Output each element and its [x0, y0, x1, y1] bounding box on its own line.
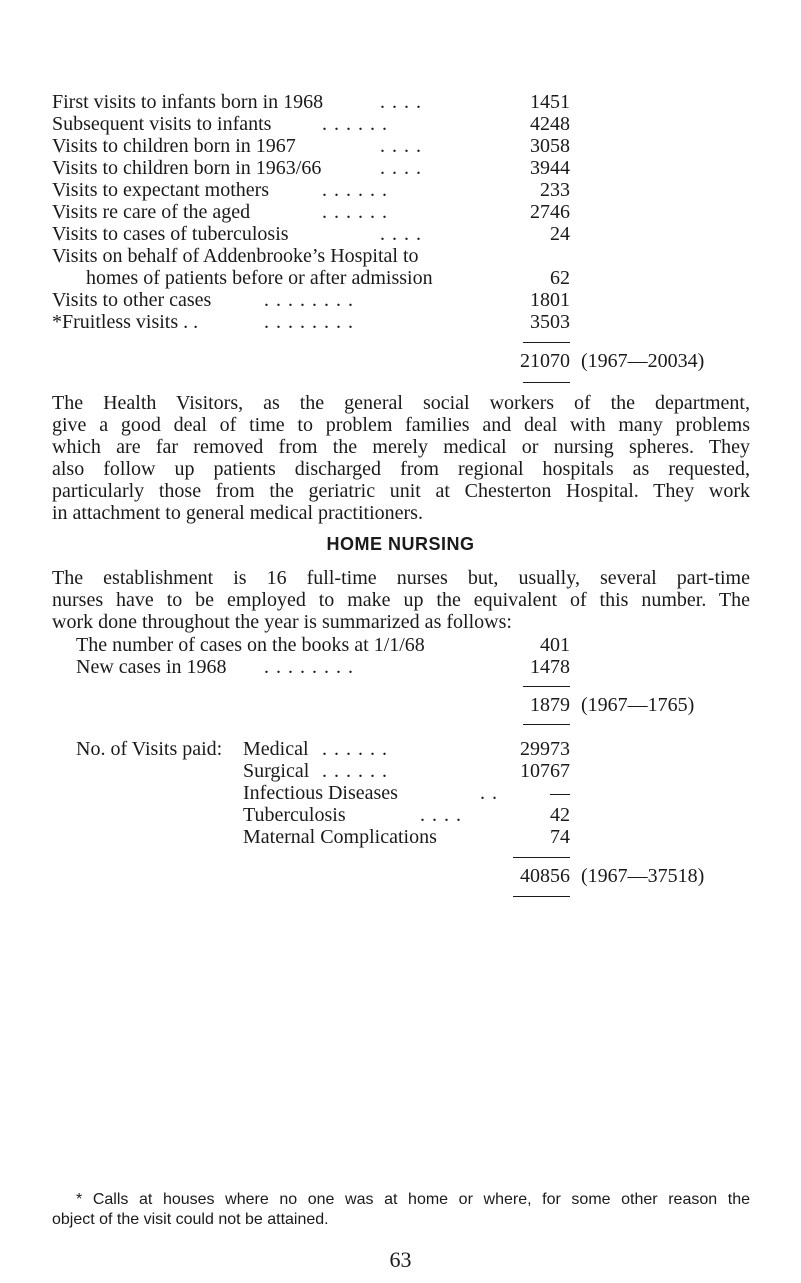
visits-row-dots: . . . . . . — [322, 201, 388, 223]
visits-row-label: Visits re care of the aged — [52, 201, 251, 223]
nursing-row-label: Surgical — [243, 760, 310, 782]
page-number: 63 — [389, 1247, 412, 1272]
nursing-row-value: 42 — [550, 804, 570, 826]
visits-row-label: Visits to other cases — [52, 289, 212, 311]
nursing-row-dots: . . . . — [420, 804, 462, 826]
cases-total: 1879 — [530, 694, 570, 716]
home-nursing-paragraph — [52, 567, 750, 633]
nursing-row-value: 74 — [550, 826, 570, 848]
visits-row-label: Visits to children born in 1963/66 — [52, 157, 322, 179]
nursing-row-label: Maternal Complications — [243, 826, 437, 848]
nursing-rule-top — [513, 857, 570, 858]
cases-rule-top — [523, 686, 570, 687]
paragraph-line: which are far removed from the merely medical or nursing spheres. They — [52, 436, 750, 458]
paragraph-line: The establishment is 16 full-time nurses but, usually, several part-time — [52, 567, 750, 589]
total-rule-bottom — [523, 382, 570, 383]
visits-row-value: 4248 — [530, 113, 570, 135]
nursing-rule-bottom — [513, 896, 570, 897]
visits-row-dots: . . . . — [380, 157, 422, 179]
visits-row-dots: . . . . — [380, 223, 422, 245]
visits-row-label: Visits to expectant mothers — [52, 179, 270, 201]
visits-row-label: Visits on behalf of Addenbrooke’s Hospital to — [52, 245, 419, 267]
visits-row-value: 233 — [540, 179, 570, 201]
visits-row-label: Subsequent visits to infants — [52, 113, 272, 135]
footnote-line: object of the visit could not be attained. — [52, 1211, 329, 1228]
visits-row-value: 24 — [550, 223, 570, 245]
health-visitors-paragraph — [52, 392, 750, 524]
visits-row-dots: . . . . . . . . — [264, 289, 354, 311]
visits-row-value: 1801 — [530, 289, 570, 311]
visits-row-dots: . . . . . . . . — [264, 311, 354, 333]
visits-previous-year: (1967—20034) — [581, 350, 705, 372]
visits-row-label: *Fruitless visits . . — [52, 311, 199, 333]
footnote — [52, 1190, 750, 1230]
paragraph-line: in attachment to general medical practitioners. — [52, 502, 423, 524]
cases-row-value: 1478 — [530, 656, 570, 678]
nursing-visits-total: 40856 — [520, 865, 570, 887]
cases-row-label: The number of cases on the books at 1/1/68 — [76, 634, 425, 656]
visits-row-dots: . . . . — [380, 135, 422, 157]
nursing-row-dots: . . . . . . — [322, 738, 388, 760]
cases-row-value: 401 — [540, 634, 570, 656]
cases-rule-bottom — [523, 724, 570, 725]
visits-row-value: 1451 — [530, 91, 570, 113]
nursing-row-dots: . . — [480, 782, 498, 804]
cases-previous-year: (1967—1765) — [581, 694, 695, 716]
nursing-row-label: Medical — [243, 738, 309, 760]
nursing-row-label: Tuberculosis — [243, 804, 346, 826]
visits-row-value: 3058 — [530, 135, 570, 157]
nursing-previous-year: (1967—37518) — [581, 865, 705, 887]
nursing-row-label: Infectious Diseases — [243, 782, 398, 804]
cases-row-dots: . . . . . . . . — [264, 656, 354, 678]
paragraph-line: also follow up patients discharged from regional hospitals as requested, — [52, 458, 750, 480]
paragraph-line: particularly those from the geriatric unit at Chesterton Hospital. They work — [52, 480, 750, 502]
paragraph-line: The Health Visitors, as the general social workers of the department, — [52, 392, 750, 414]
section-heading: HOME NURSING — [326, 534, 475, 554]
visits-row-dots: . . . . . . — [322, 113, 388, 135]
cases-row-label: New cases in 1968 — [76, 656, 227, 678]
nursing-row-value: 10767 — [520, 760, 570, 782]
nursing-row-value: — — [550, 782, 570, 804]
visits-row-value: 2746 — [530, 201, 570, 223]
visits-row-label: homes of patients before or after admission — [86, 267, 433, 289]
visits-row-label: First visits to infants born in 1968 — [52, 91, 324, 113]
visits-row-dots: . . . . . . — [322, 179, 388, 201]
paragraph-line: nurses have to be employed to make up the equivalent of this number. The — [52, 589, 750, 611]
visits-row-dots: . . . . — [380, 91, 422, 113]
nursing-row-dots: . . . . . . — [322, 760, 388, 782]
visits-row-value: 62 — [550, 267, 570, 289]
visits-total: 21070 — [520, 350, 570, 372]
visits-row-value: 3503 — [530, 311, 570, 333]
footnote-line: * Calls at houses where no one was at home or where, for some other reason the — [76, 1191, 750, 1208]
visits-row-label: Visits to children born in 1967 — [52, 135, 296, 157]
paragraph-line: work done throughout the year is summarized as follows: — [52, 611, 512, 633]
visits-row-value: 3944 — [530, 157, 570, 179]
paragraph-line: give a good deal of time to problem families and deal with many problems — [52, 414, 750, 436]
total-rule-top — [523, 342, 570, 343]
visits-row-label: Visits to cases of tuberculosis — [52, 223, 289, 245]
nursing-row-value: 29973 — [520, 738, 570, 760]
visits-paid-label: No. of Visits paid: — [76, 738, 223, 760]
